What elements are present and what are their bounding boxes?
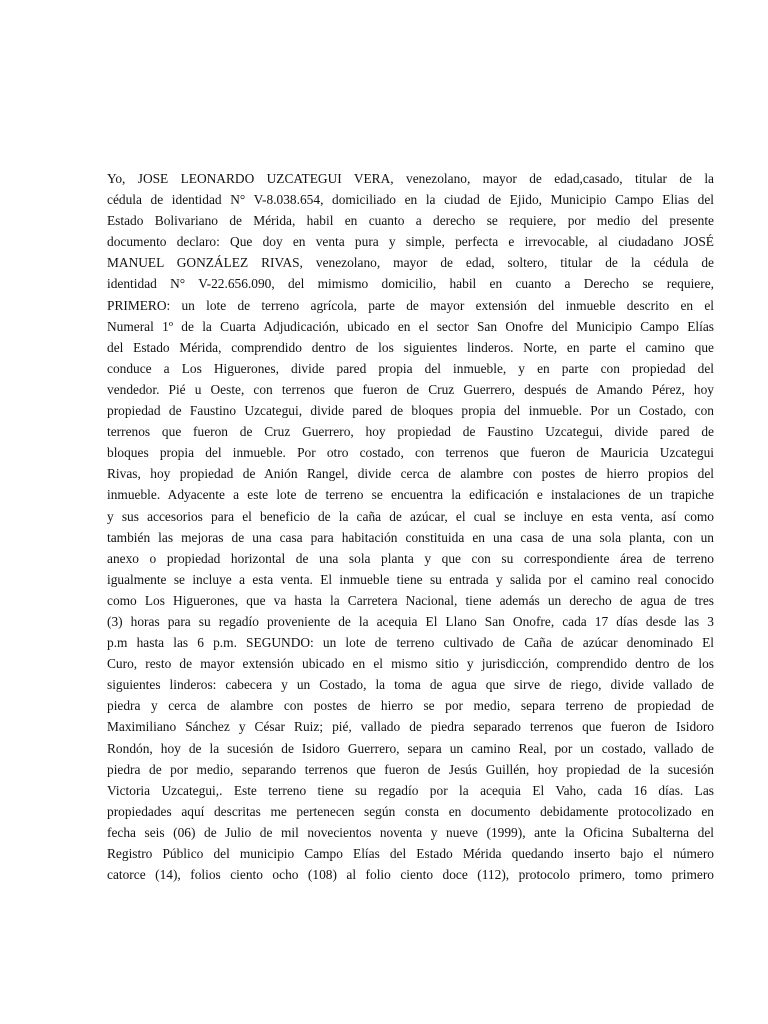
document-line: bloques propia del inmueble. Por otro costado, con terrenos que fueron de Mauricia Uzcategui	[107, 445, 714, 461]
document-line: como Los Higuerones, que va hasta la Carretera Nacional, tiene además un derecho de agua de tres	[107, 592, 714, 608]
document-line: igualmente se incluye a esta venta. El inmueble tiene su entrada y salida por el camino real conocido	[107, 571, 714, 587]
document-line: piedra y cerca de alambre con postes de hierro se por medio, separa terreno de propiedad de	[107, 698, 714, 714]
document-line: Estado Bolivariano de Mérida, habil en cuanto a derecho se requiere, por medio del presente	[107, 213, 714, 229]
document-line: del Estado Mérida, comprendido dentro de los siguientes linderos. Norte, en parte el camino que	[107, 339, 714, 355]
document-line: Rivas, hoy propiedad de Anión Rangel, divide cerca de alambre con postes de hierro propios del	[107, 466, 714, 482]
document-line: Numeral 1º de la Cuarta Adjudicación, ubicado en el sector San Onofre del Municipio Campo Elías	[107, 318, 714, 334]
document-line: siguientes linderos: cabecera y un Costado, la toma de agua que sirve de riego, divide vallado de	[107, 677, 714, 693]
document-line: Victoria Uzcategui,. Este terreno tiene su regadío por la acequia El Vaho, cada 16 días. Las	[107, 782, 714, 798]
document-line: MANUEL GONZÁLEZ RIVAS, venezolano, mayor de edad, soltero, titular de la cédula de	[107, 255, 714, 271]
document-line: Maximiliano Sánchez y César Ruiz; pié, vallado de piedra separado terrenos que fueron de Isidoro	[107, 719, 714, 735]
document-line: anexo o propiedad horizontal de una sola planta y que con su correspondiente área de terreno	[107, 550, 714, 566]
document-body	[107, 168, 714, 885]
document-line: (3) horas para su regadío proveniente de la acequia El Llano San Onofre, cada 17 días desde las 3	[107, 613, 714, 629]
document-line: y sus accesorios para el beneficio de la caña de azúcar, el cual se incluye en esta venta, así como	[107, 508, 714, 524]
document-line: propiedad de Faustino Uzcategui, divide pared de bloques propia del inmueble. Por un Costado, con	[107, 403, 714, 419]
document-line: propiedades aquí descritas me pertenecen según consta en documento debidamente protocolizado en	[107, 803, 714, 819]
document-line: PRIMERO: un lote de terreno agrícola, parte de mayor extensión del inmueble descrito en el	[107, 297, 714, 313]
document-line: Curo, resto de mayor extensión ubicado en el mismo sitio y jurisdicción, comprendido dentro de los	[107, 656, 714, 672]
document-line: p.m hasta las 6 p.m. SEGUNDO: un lote de terreno cultivado de Caña de azúcar denominado El	[107, 635, 714, 651]
document-line: documento declaro: Que doy en venta pura y simple, perfecta e irrevocable, al ciudadano JOSÉ	[107, 234, 714, 250]
document-line: piedra de por medio, separando terrenos que fueron de Jesús Guillén, hoy propiedad de la sucesión	[107, 761, 714, 777]
document-line: terrenos que fueron de Cruz Guerrero, hoy propiedad de Faustino Uzcategui, divide pared de	[107, 424, 714, 440]
document-line: catorce (14), folios ciento ocho (108) al folio ciento doce (112), protocolo primero, tomo primero	[107, 867, 714, 883]
document-line: inmueble. Adyacente a este lote de terreno se encuentra la edificación e instalaciones de un trapiche	[107, 487, 714, 503]
document-line: vendedor. Pié u Oeste, con terrenos que fueron de Cruz Guerrero, después de Amando Pérez, hoy	[107, 381, 714, 397]
document-line: Rondón, hoy de la sucesión de Isidoro Guerrero, separa un camino Real, por un costado, vallado de	[107, 740, 714, 756]
document-line: fecha seis (06) de Julio de mil novecientos noventa y nueve (1999), ante la Oficina Subalterna del	[107, 824, 714, 840]
document-line: cédula de identidad N° V-8.038.654, domiciliado en la ciudad de Ejido, Municipio Campo Elias del	[107, 192, 714, 208]
document-line: conduce a Los Higuerones, divide pared propia del inmueble, y en parte con propiedad del	[107, 360, 714, 376]
document-line: Registro Público del municipio Campo Elías del Estado Mérida quedando inserto bajo el número	[107, 846, 714, 861]
document-line: también las mejoras de una casa para habitación constituida en una casa de una sola planta, con un	[107, 529, 714, 545]
document-line: Yo, JOSE LEONARDO UZCATEGUI VERA, venezolano, mayor de edad,casado, titular de la	[107, 171, 714, 186]
document-line: identidad N° V-22.656.090, del mimismo domicilio, habil en cuanto a Derecho se requiere,	[107, 276, 714, 292]
